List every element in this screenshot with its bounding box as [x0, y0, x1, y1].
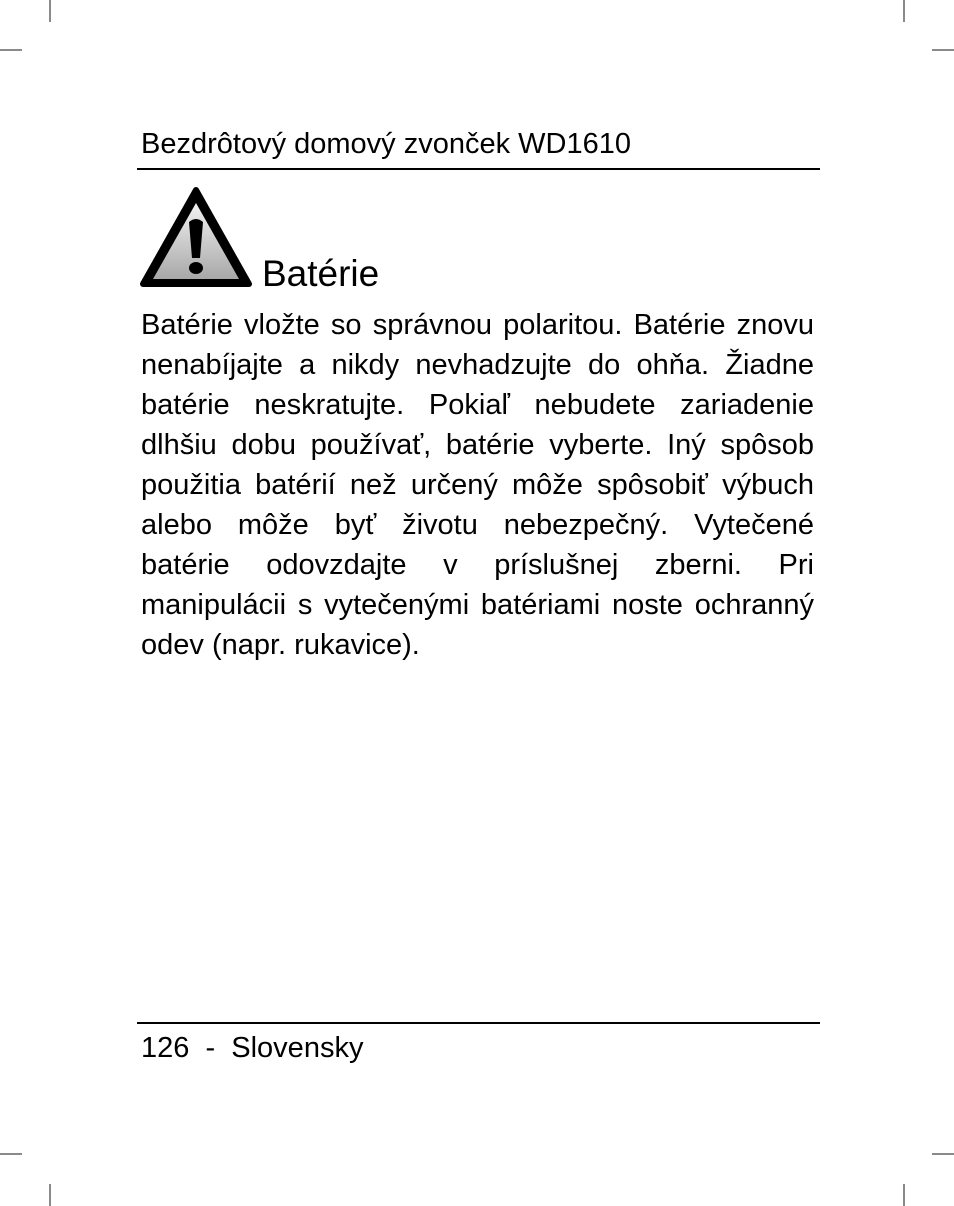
crop-mark-top-left-vertical: [49, 0, 51, 22]
crop-mark-bottom-right-horizontal: [932, 1153, 954, 1155]
header-divider: [137, 168, 820, 170]
page-footer: 126 - Slovensky: [141, 1032, 364, 1064]
crop-mark-top-right-horizontal: [932, 49, 954, 51]
crop-mark-top-left-horizontal: [0, 49, 22, 51]
section-heading: Batérie: [262, 253, 380, 294]
warning-triangle-icon: [139, 186, 253, 288]
crop-mark-bottom-left-horizontal: [0, 1153, 22, 1155]
crop-mark-top-right-vertical: [903, 0, 905, 22]
footer-divider: [137, 1022, 820, 1024]
section-body-text: Batérie vložte so správnou polaritou. Batérie znovu nenabíjajte a nikdy nevhadzujte do ohňa. Žiadne batérie neskratujte. Pokiaľ nebudete zariadenie dlhšiu dobu používať, batérie vyberte. Iný spôsob použitia batérií než určený môže spôsobiť výbuch alebo môže byť životu nebezpečný. Vytečené batérie odovzdajte v príslušnej zberni. Pri manipulácii s vytečenými batériami noste ochranný odev (napr. rukavice).: [141, 309, 814, 661]
crop-mark-bottom-left-vertical: [49, 1184, 51, 1206]
document-header-title: Bezdrôtový domový zvonček WD1610: [141, 128, 631, 160]
crop-mark-bottom-right-vertical: [903, 1184, 905, 1206]
